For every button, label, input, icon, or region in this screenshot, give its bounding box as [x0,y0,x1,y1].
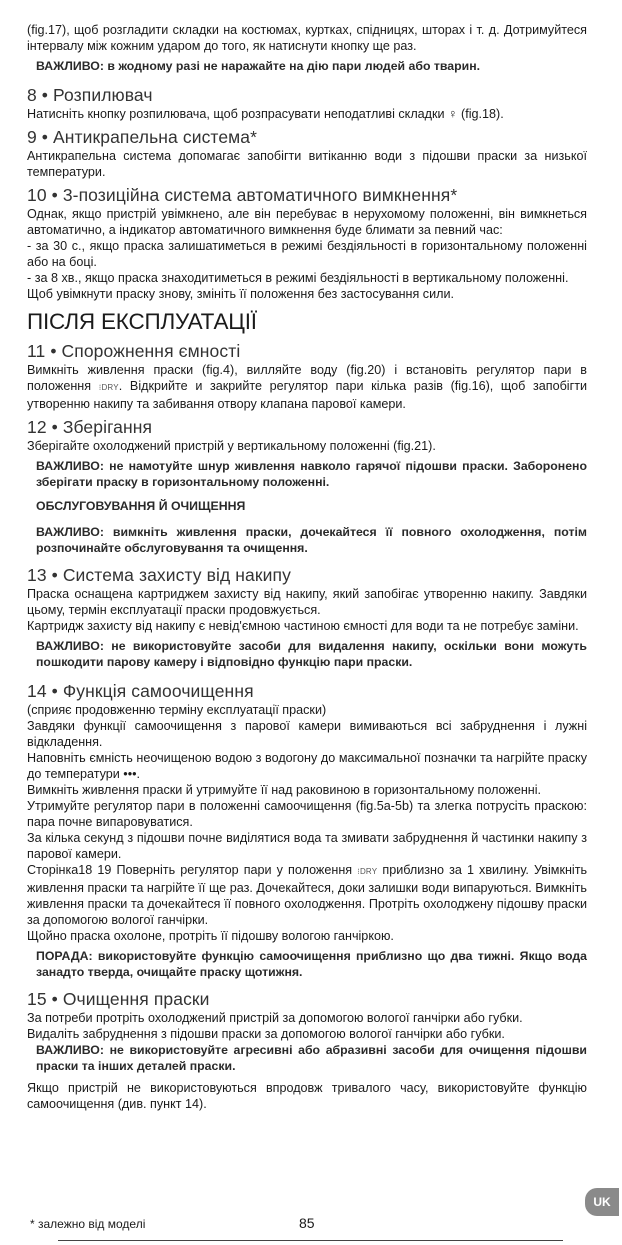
section-13-warning: ВАЖЛИВО: не використовуйте засоби для видалення накипу, оскільки вони можуть пошкодити парову камеру і відповідно функцію пари праски. [36,639,587,669]
heading-after-use: ПІСЛЯ ЕКСПЛУАТАЦІЇ [27,309,257,334]
maintenance-warning: ВАЖЛИВО: вимкніть живлення праски, дочекайтеся її повного охолодження, потім розпочинайте обслуговування та очищення. [36,525,587,555]
section-15-p3: Якщо пристрій не використовуються впродовж тривалого часу, використовуйте функцію самоочищення (див. пункт 14). [27,1081,587,1111]
section-10-p2: - за 30 с., якщо праска залишатиметься в режимі бездіяльності в горизонтальному положенні або на боці. [27,239,587,269]
section-8-text: Натисніть кнопку розпилювача, щоб розпрасувати неподатливі складки ♀ (fig.18). [27,107,504,121]
section-14-p6: За кілька секунд з підошви почне виділятися вода та змивати забруднення й частинки накипу з парової камери. [27,831,587,861]
section-15-warning: ВАЖЛИВО: не використовуйте агресивні або абразивні засоби для очищення підошви праски та інших деталей праски. [36,1043,587,1073]
section-13-p1: Праска оснащена картриджем захисту від накипу, який запобігає утворенню накипу. Завдяки цьому, термін експлуатації праски продовжується. [27,587,587,617]
section-10-p1: Однак, якщо пристрій увімкнено, але він перебуває в нерухомому положенні, він вимкнеться автоматично, а індикатор автоматичного вимкнення буде блимати за певний час: [27,207,587,237]
heading-13: 13 • Система захисту від накипу [27,565,291,585]
section-11-text: Вимкніть живлення праски (fig.4), вилляйте воду (fig.20) і встановіть регулятор пари в положення ⁝DRY. Відкрийте и закрийте регулятор пари кілька разів (fig.16), щоб запобігти утворенню накипу та забивання отвору клапана парової камери. [27,363,588,411]
heading-9: 9 • Антикрапельна система* [27,127,258,147]
intro-warning: ВАЖЛИВО: в жодному разі не наражайте на дію пари людей або тварин. [36,59,481,73]
section-12-warning: ВАЖЛИВО: не намотуйте шнур живлення навколо гарячої підошви праски. Заборонено зберігати праску в горизонтальному положенні. [36,459,587,489]
heading-15: 15 • Очищення праски [27,989,210,1009]
section-10-p3: - за 8 хв., якщо праска знаходитиметься в режимі бездіяльності в вертикальному положенні. [27,271,569,285]
dry-icon: ⁝DRY [357,867,378,876]
heading-10: 10 • 3-позиційна система автоматичного вимкнення* [27,185,458,205]
section-14-p3: Наповніть ємність неочищеною водою з водогону до максимальної позначки та нагрійте праску до температури •••. [27,751,587,781]
maintenance-heading: ОБСЛУГОВУВАННЯ Й ОЧИЩЕННЯ [36,499,246,513]
section-15-p2: Видаліть забруднення з підошви праски за допомогою вологої ганчірки або губки. [27,1027,505,1041]
section-14-p1: (сприяє продовженню терміну експлуатації праски) [27,703,327,717]
section-14-p5: Утримуйте регулятор пари в положенні самоочищення (fig.5a-5b) та злегка потрусіть праскою: пара почне випаровуватися. [27,799,587,829]
section-15-p1: За потреби протріть охолоджений пристрій за допомогою вологої ганчірки або губки. [27,1011,523,1025]
intro-paragraph: (fig.17), щоб розгладити складки на костюмах, куртках, спідницях, шторах і т. д. Дотримуйтеся інтервалу між кожним ударом до того, як натиснути кнопку ще раз. [27,23,587,53]
dry-icon: ⁝DRY [98,383,119,392]
language-badge: UK [585,1188,619,1216]
section-14-p4: Вимкніть живлення праски й утримуйте її над раковиною в горизонтальному положенні. [27,783,542,797]
section-14-p8: Щойно праска охолоне, протріть її підошву вологою ганчіркою. [27,929,394,943]
section-14-tip: ПОРАДА: використовуйте функцію самоочищення приблизно що два тижні. Якщо вода занадто тверда, очищайте праску щотижня. [36,949,587,979]
page-content [27,22,587,1112]
section-13-p2: Картридж захисту від накипу є невід'ємною частиною ємності для води та не потребує заміни. [27,619,579,633]
footer-rule [58,1240,563,1241]
heading-14: 14 • Функція самоочищення [27,681,254,701]
page-number: 85 [299,1215,315,1231]
heading-12: 12 • Зберігання [27,417,153,437]
section-9-text: Антикрапельна система допомагає запобігти витіканню води з підошви праски за низької температури. [27,149,587,179]
section-14-p2: Завдяки функції самоочищення з парової камери вимиваються всі забруднення і лужні відкладення. [27,719,587,749]
section-10-p4: Щоб увімкнути праску знову, змініть її положення без застосування сили. [27,287,455,301]
section-14-p7: Сторінка18 19 Поверніть регулятор пари у положення ⁝DRY приблизно за 1 хвилину. Увімкніть живлення праски та нагрійте її ще раз. Дочекайтеся, доки залишки води випаруються. Вимкніть живлення праски та дочекайтеся її повного охолодження. Протріть охолоджену підошву праски за допомогою вологої ганчірки. [27,863,588,927]
heading-11: 11 • Спорожнення ємності [27,341,241,361]
section-12-text: Зберігайте охолоджений пристрій у вертикальному положенні (fig.21). [27,439,436,453]
heading-8: 8 • Розпилювач [27,85,153,105]
footnote: * залежно від моделі [30,1217,146,1231]
